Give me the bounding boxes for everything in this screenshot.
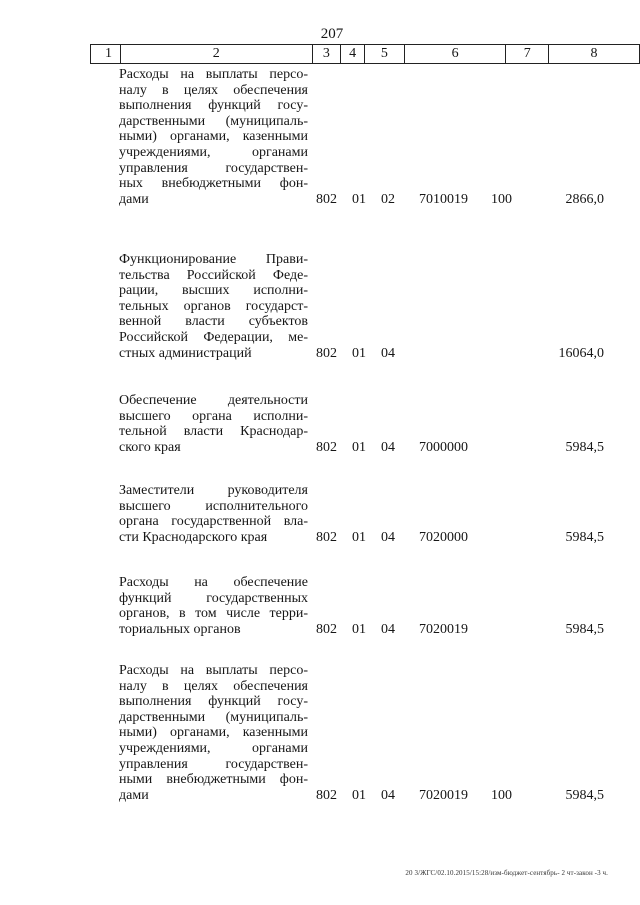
footer-stamp: 20 3/ЖГС/02.10.2015/15:28/изм-бюджет-сентябрь- 2 чт-закон -3 ч. xyxy=(405,869,608,877)
column-header-row xyxy=(91,45,640,64)
row-pr: 04 xyxy=(381,529,395,545)
description-line: рации, высших исполни- xyxy=(119,283,308,299)
column-header-table xyxy=(90,44,640,64)
description-line: дарственными (муниципаль- xyxy=(119,709,308,725)
description-line: ных внебюджетными фон- xyxy=(119,176,308,192)
row-rz: 01 xyxy=(352,345,366,361)
description-line: ными) органами, казенными xyxy=(119,725,308,741)
row-pr: 04 xyxy=(381,621,395,637)
row-rz: 01 xyxy=(352,191,366,207)
row-pr: 04 xyxy=(381,439,395,455)
row-ved: 802 xyxy=(316,439,337,455)
description-line: управления государствен- xyxy=(119,756,308,772)
column-header-6: 6 xyxy=(404,45,506,64)
description-line: выполнения функций госу- xyxy=(119,98,308,114)
row-sum: 5984,5 xyxy=(565,529,604,545)
row-description xyxy=(119,393,308,455)
column-header-8: 8 xyxy=(549,45,640,64)
row-pr: 04 xyxy=(381,787,395,803)
description-line: Расходы на выплаты персо- xyxy=(119,663,308,678)
row-description xyxy=(119,483,308,545)
column-header-3: 3 xyxy=(312,45,341,64)
description-line: органов, в том числе терри- xyxy=(119,606,308,622)
row-sum: 16064,0 xyxy=(558,345,604,361)
row-csr: 7020000 xyxy=(419,529,468,545)
column-header-2: 2 xyxy=(120,45,312,64)
description-line: высшего исполнительного xyxy=(119,498,308,514)
row-sum: 5984,5 xyxy=(565,439,604,455)
row-rz: 01 xyxy=(352,621,366,637)
description-line: дами xyxy=(119,191,149,207)
row-sum: 5984,5 xyxy=(565,621,604,637)
description-line: ными внебюджетными фон- xyxy=(119,772,308,788)
row-description xyxy=(119,252,308,361)
description-line: Обеспечение деятельности xyxy=(119,393,308,408)
row-ved: 802 xyxy=(316,529,337,545)
description-line: стных администраций xyxy=(119,345,252,361)
row-ved: 802 xyxy=(316,345,337,361)
description-line: выполнения функций госу- xyxy=(119,694,308,710)
row-vr: 100 xyxy=(491,787,512,803)
column-header-7: 7 xyxy=(506,45,549,64)
page-number: 207 xyxy=(320,26,344,42)
row-sum: 2866,0 xyxy=(565,191,604,207)
description-line: Заместители руководителя xyxy=(119,483,308,498)
row-rz: 01 xyxy=(352,439,366,455)
row-pr: 04 xyxy=(381,345,395,361)
description-line: налу в целях обеспечения xyxy=(119,82,308,98)
description-line: Российской Федерации, ме- xyxy=(119,329,308,345)
description-line: учреждениями, органами xyxy=(119,740,308,756)
row-rz: 01 xyxy=(352,529,366,545)
description-line: дарственными (муниципаль- xyxy=(119,113,308,129)
row-description xyxy=(119,575,308,637)
row-pr: 02 xyxy=(381,191,395,207)
row-ved: 802 xyxy=(316,621,337,637)
description-line: налу в целях обеспечения xyxy=(119,678,308,694)
column-header-5: 5 xyxy=(365,45,405,64)
row-description xyxy=(119,67,308,207)
row-rz: 01 xyxy=(352,787,366,803)
description-line: Функционирование Прави- xyxy=(119,252,308,267)
description-line: Расходы на выплаты персо- xyxy=(119,67,308,82)
row-vr: 100 xyxy=(491,191,512,207)
row-sum: 5984,5 xyxy=(565,787,604,803)
row-csr: 7000000 xyxy=(419,439,468,455)
row-ved: 802 xyxy=(316,191,337,207)
description-line: ными) органами, казенными xyxy=(119,129,308,145)
description-line: сти Краснодарского края xyxy=(119,529,268,545)
description-line: тельства Российской Феде- xyxy=(119,267,308,283)
description-line: органа государственной вла- xyxy=(119,514,308,530)
column-header-4: 4 xyxy=(341,45,365,64)
row-description xyxy=(119,663,308,803)
description-line: тельных органов государст- xyxy=(119,298,308,314)
row-csr: 7020019 xyxy=(419,621,468,637)
description-line: тельной власти Краснодар- xyxy=(119,424,308,440)
description-line: ского края xyxy=(119,439,181,455)
description-line: управления государствен- xyxy=(119,160,308,176)
description-line: Расходы на обеспечение xyxy=(119,575,308,590)
description-line: высшего органа исполни- xyxy=(119,408,308,424)
row-csr: 7020019 xyxy=(419,787,468,803)
description-line: венной власти субъектов xyxy=(119,314,308,330)
row-ved: 802 xyxy=(316,787,337,803)
description-line: функций государственных xyxy=(119,590,308,606)
column-header-1: 1 xyxy=(91,45,121,64)
row-csr: 7010019 xyxy=(419,191,468,207)
description-line: ториальных органов xyxy=(119,621,241,637)
description-line: дами xyxy=(119,787,149,803)
description-line: учреждениями, органами xyxy=(119,144,308,160)
